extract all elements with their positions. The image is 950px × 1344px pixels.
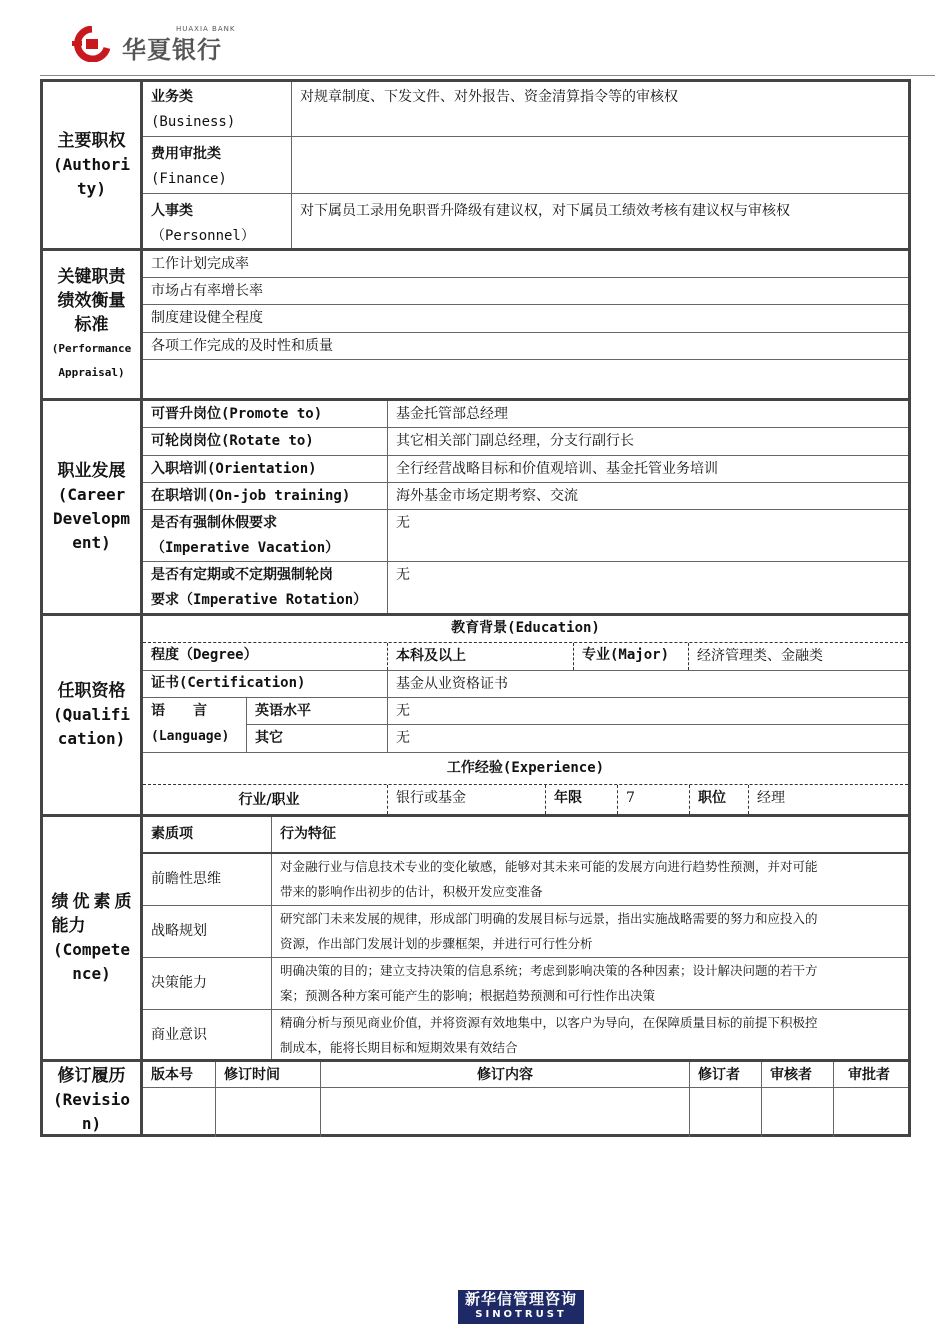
degree-label: 程度（Degree） <box>151 647 258 663</box>
career-name-en: （Imperative Vacation） <box>151 540 340 556</box>
behavior-line: 研究部门未来发展的规律，形成部门明确的发展目标与远景，指出实施战略需要的努力和应投入的 <box>280 911 818 926</box>
behavior-line: 对金融行业与信息技术专业的变化敏感，能够对其未来可能的发展方向进行趋势性预测，并对可能 <box>280 859 818 874</box>
kpi-item: 工作计划完成率 <box>151 256 249 272</box>
huaxia-bank-logo-icon <box>72 26 112 62</box>
career-value: 全行经营战略目标和价值观培训、基金托管业务培训 <box>387 456 908 482</box>
years-value: 7 <box>617 785 689 814</box>
rev-cell <box>761 1088 833 1137</box>
sinotrust-logo <box>458 1290 584 1324</box>
label-cn: 绩优素质能力 <box>51 892 132 936</box>
competence-row <box>143 854 908 906</box>
career-name: 可轮岗岗位(Rotate to) <box>151 433 314 449</box>
rev-header-date: 修订时间 <box>215 1062 320 1087</box>
career-row <box>143 401 908 428</box>
rev-header-reviewer: 审核者 <box>761 1062 833 1087</box>
section-label <box>43 82 143 248</box>
section-competence <box>43 817 908 1062</box>
position-label: 职位 <box>689 785 748 814</box>
language-row <box>143 698 908 753</box>
other-label: 其它 <box>255 730 283 746</box>
label-cn: 修订履历 <box>57 1065 126 1086</box>
footer-brand-cn: 新华信管理咨询 <box>464 1290 577 1308</box>
label-en: (Performance Appraisal) <box>51 341 132 379</box>
experience-title: 工作经验(Experience) <box>446 760 605 776</box>
brand-name-cn: 华夏银行 <box>122 36 222 64</box>
label-cn: 职业发展 <box>57 461 126 481</box>
career-value: 海外基金市场定期考察、交流 <box>387 483 908 509</box>
competence-row <box>143 1010 908 1059</box>
job-description-table <box>40 79 911 1137</box>
competence-item: 商业意识 <box>151 1027 207 1043</box>
header-behavior: 行为特征 <box>271 817 908 852</box>
career-row <box>143 510 908 562</box>
career-row <box>143 562 908 613</box>
kpi-item: 市场占有率增长率 <box>151 283 263 299</box>
label-cn: 主要职权 <box>57 131 126 151</box>
years-label: 年限 <box>545 785 617 814</box>
competence-header-row <box>143 817 908 854</box>
rev-cell <box>215 1088 320 1137</box>
industry-label: 行业/职业 <box>238 792 300 808</box>
rev-cell <box>833 1088 908 1137</box>
section-authority <box>43 82 908 251</box>
section-career <box>43 401 908 616</box>
label-en: (Career Development) <box>52 485 131 552</box>
revision-empty-row <box>143 1088 908 1137</box>
behavior-line: 精确分析与预见商业价值，并将资源有效地集中，以客户为导向，在保障质量目标的前提下积极控 <box>280 1015 818 1030</box>
page-header <box>0 0 950 76</box>
section-performance <box>43 251 908 401</box>
section-qualification <box>43 616 908 817</box>
kpi-row <box>143 251 908 278</box>
competence-item: 决策能力 <box>151 975 207 991</box>
section-label <box>43 401 143 613</box>
other-row <box>247 725 908 753</box>
degree-row <box>143 643 908 671</box>
kpi-row <box>143 305 908 333</box>
label-cn: 关键职责绩效衡量标准 <box>57 266 126 335</box>
rev-cell <box>320 1088 689 1137</box>
behavior-line: 带来的影响作出初步的估计，积极开发应变准备 <box>280 884 543 899</box>
behavior-line: 案；预测各种方案可能产生的影响；根据趋势预测和可行性作出决策 <box>280 988 656 1003</box>
rev-header-approver: 审批者 <box>833 1062 908 1087</box>
rev-header-reviser: 修订者 <box>689 1062 761 1087</box>
career-name-en: 要求（Imperative Rotation） <box>151 592 368 608</box>
authority-row <box>143 137 908 194</box>
kpi-item: 各项工作完成的及时性和质量 <box>151 338 333 354</box>
label-en: (Revision) <box>52 1089 131 1133</box>
label-en: (Authority) <box>52 155 131 198</box>
education-title-row <box>143 616 908 643</box>
revision-header-row <box>143 1062 908 1088</box>
section-label <box>43 616 143 814</box>
behavior-line: 制成本，能将长期目标和短期效果有效结合 <box>280 1040 518 1055</box>
english-value: 无 <box>387 698 908 724</box>
competence-item: 战略规划 <box>151 923 207 939</box>
brand-name-en: HUAXIA BANK <box>176 25 236 33</box>
education-title: 教育背景(Education) <box>451 620 600 636</box>
language-label-en: (Language) <box>151 729 230 744</box>
authority-type-en: (Finance) <box>151 171 227 187</box>
authority-type-cn: 业务类 <box>151 89 193 105</box>
cert-label: 证书(Certification) <box>151 675 306 691</box>
authority-value <box>291 137 908 193</box>
language-label: 语 言 <box>151 703 207 719</box>
experience-row <box>143 785 908 814</box>
major-value: 经济管理类、金融类 <box>688 643 908 670</box>
career-row <box>143 428 908 456</box>
career-value: 无 <box>387 562 908 613</box>
career-name: 在职培训(On-job training) <box>151 488 351 504</box>
section-label <box>43 817 143 1059</box>
career-row <box>143 456 908 483</box>
section-revision <box>43 1062 908 1137</box>
rev-header-version: 版本号 <box>151 1067 193 1083</box>
career-name: 是否有强制休假要求 <box>151 515 277 531</box>
label-en: (Qualification) <box>52 705 131 748</box>
degree-value: 本科及以上 <box>387 643 573 670</box>
kpi-item <box>143 360 908 398</box>
label-cn: 任职资格 <box>57 681 126 701</box>
footer-brand-en: SINOTRUST <box>475 1309 567 1320</box>
competence-item: 前瞻性思维 <box>151 871 221 887</box>
career-value: 其它相关部门副总经理，分支行副行长 <box>387 428 908 455</box>
career-value: 基金托管部总经理 <box>387 401 908 427</box>
kpi-item: 制度建设健全程度 <box>151 310 263 326</box>
rev-cell <box>689 1088 761 1137</box>
header-divider <box>40 75 935 76</box>
authority-row <box>143 194 908 248</box>
authority-type-en: （Personnel） <box>151 228 255 244</box>
career-name: 可晋升岗位(Promote to) <box>151 406 323 422</box>
authority-type-cn: 费用审批类 <box>151 146 221 162</box>
rev-cell <box>143 1088 215 1137</box>
english-label: 英语水平 <box>255 703 311 719</box>
other-value: 无 <box>387 725 908 753</box>
kpi-row <box>143 278 908 305</box>
experience-title-row <box>143 753 908 785</box>
career-name: 入职培训(Orientation) <box>151 461 317 477</box>
header-item: 素质项 <box>151 826 193 842</box>
rev-header-content: 修订内容 <box>320 1062 689 1087</box>
behavior-line: 明确决策的目的；建立支持决策的信息系统；考虑到影响决策的各种因素；设计解决问题的若干方 <box>280 963 818 978</box>
authority-value: 对下属员工录用免职晋升降级有建议权，对下属员工绩效考核有建议权与审核权 <box>291 194 908 248</box>
kpi-row <box>143 360 908 398</box>
career-value: 无 <box>387 510 908 561</box>
authority-type-en: (Business) <box>151 114 236 130</box>
cert-value: 基金从业资格证书 <box>387 671 908 697</box>
career-name: 是否有定期或不定期强制轮岗 <box>151 567 333 583</box>
behavior-line: 资源，作出部门发展计划的步骤框架，并进行可行性分析 <box>280 936 593 951</box>
career-row <box>143 483 908 510</box>
competence-row <box>143 958 908 1010</box>
authority-row <box>143 82 908 137</box>
section-label <box>43 251 143 398</box>
position-value: 经理 <box>748 785 908 814</box>
cert-row <box>143 671 908 698</box>
english-row <box>247 698 908 725</box>
section-label <box>43 1062 143 1137</box>
label-en: (Competence) <box>52 940 131 983</box>
kpi-row <box>143 333 908 360</box>
major-label: 专业(Major) <box>573 643 688 670</box>
authority-type-cn: 人事类 <box>151 203 193 219</box>
competence-row <box>143 906 908 958</box>
authority-value: 对规章制度、下发文件、对外报告、资金清算指令等的审核权 <box>291 82 908 136</box>
industry-value: 银行或基金 <box>387 785 545 814</box>
